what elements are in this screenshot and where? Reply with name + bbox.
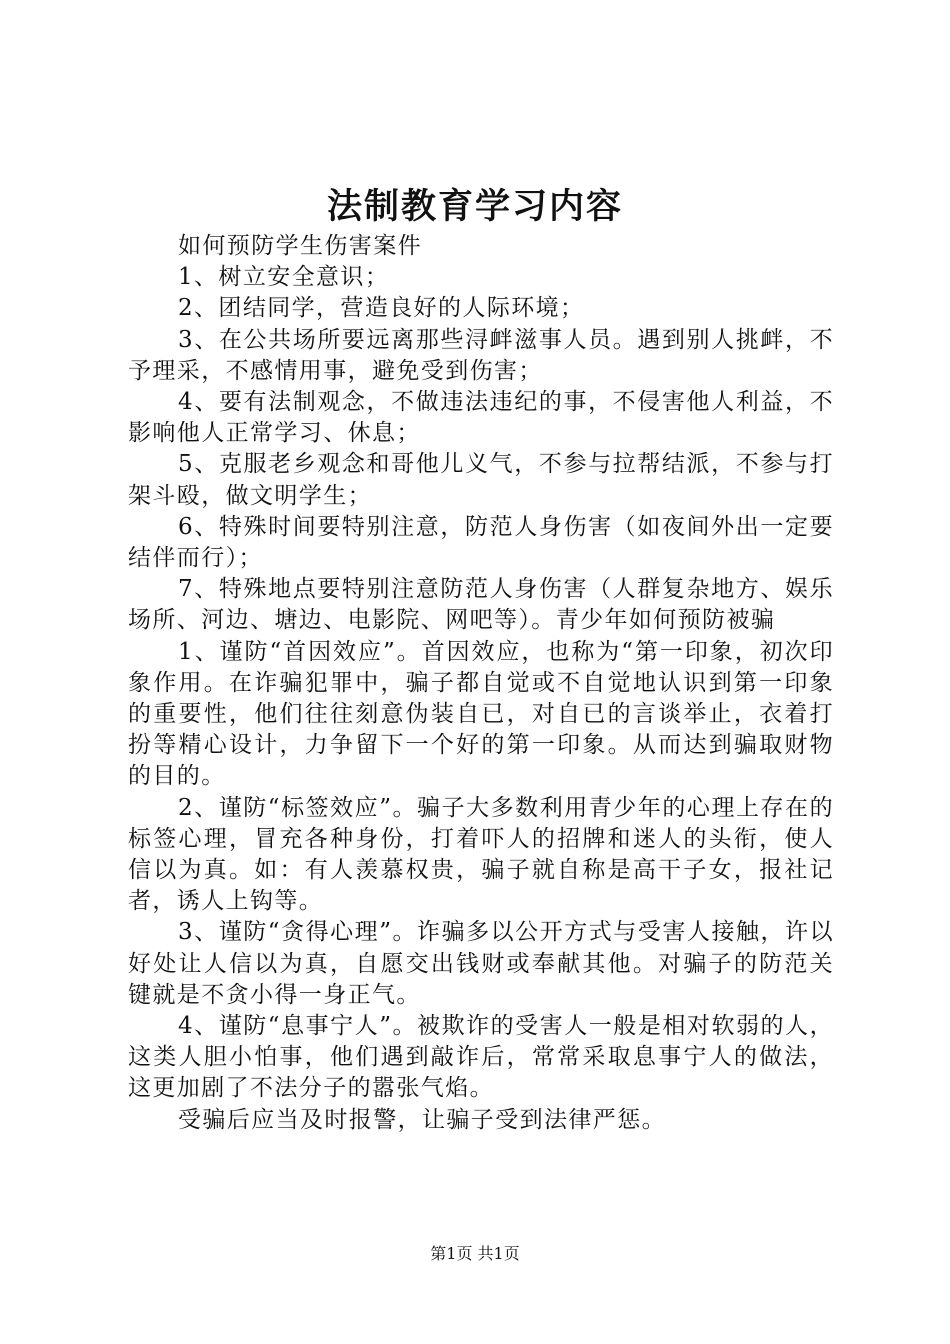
paragraph: 3、谨防“贪得心理”。诈骗多以公开方式与受害人接触，许以好处让人信以为真，自愿交出钱财或奉献其他。对骗子的防范关键就是不贪小得一身正气。 <box>128 919 834 1008</box>
paragraph: 1、树立安全意识； <box>178 264 390 291</box>
paragraph: 4、要有法制观念，不做违法违纪的事，不侵害他人利益，不影响他人正常学习、休息； <box>128 389 834 447</box>
page-footer: 第1页 共1页 <box>430 1244 520 1263</box>
paragraph: 3、在公共场所要远离那些浔衅滋事人员。遇到别人挑衅，不予理采，不感情用事，避免受到伤害； <box>128 326 834 384</box>
paragraph: 5、克服老乡观念和哥他儿义气，不参与拉帮结派，不参与打架斗殴，做文明学生； <box>128 451 834 509</box>
paragraph: 6、特殊时间要特别注意，防范人身伤害（如夜间外出一定要结伴而行）； <box>128 513 834 572</box>
paragraph: 如何预防学生伤害案件 <box>178 233 422 259</box>
paragraph: 2、团结同学，营造良好的人际环境； <box>178 295 585 322</box>
paragraph: 7、特殊地点要特别注意防范人身伤害（人群复杂地方、娱乐场所、河边、塘边、电影院、网吧等）。青少年如何预防被骗 <box>128 576 834 634</box>
paragraph: 2、谨防“标签效应”。骗子大多数利用青少年的心理上存在的标签心理，冒充各种身份，打着吓人的招牌和迷人的头衔，使人信以为真。如：有人羡慕权贵，骗子就自称是高干子女，报社记者，诱人上钩等。 <box>128 794 834 915</box>
document-title: 法制教育学习内容 <box>326 186 623 227</box>
paragraph: 受骗后应当及时报警，让骗子受到法律严惩。 <box>178 1106 666 1133</box>
document-body <box>128 231 834 1136</box>
paragraph: 4、谨防“息事宁人”。被欺诈的受害人一般是相对软弱的人，这类人胆小怕事，他们遇到敲诈后，常常采取息事宁人的做法，这更加剧了不法分子的嚣张气焰。 <box>128 1013 834 1102</box>
paragraph: 1、谨防“首因效应”。首因效应，也称为“第一印象，初次印象作用。在诈骗犯罪中，骗子都自觉或不自觉地认识到第一印象的重要性，他们往往刻意伪装自已，对自已的言谈举止，衣着打扮等精心设计，力争留下一个好的第一印象。从而达到骗取财物的目的。 <box>128 638 834 790</box>
